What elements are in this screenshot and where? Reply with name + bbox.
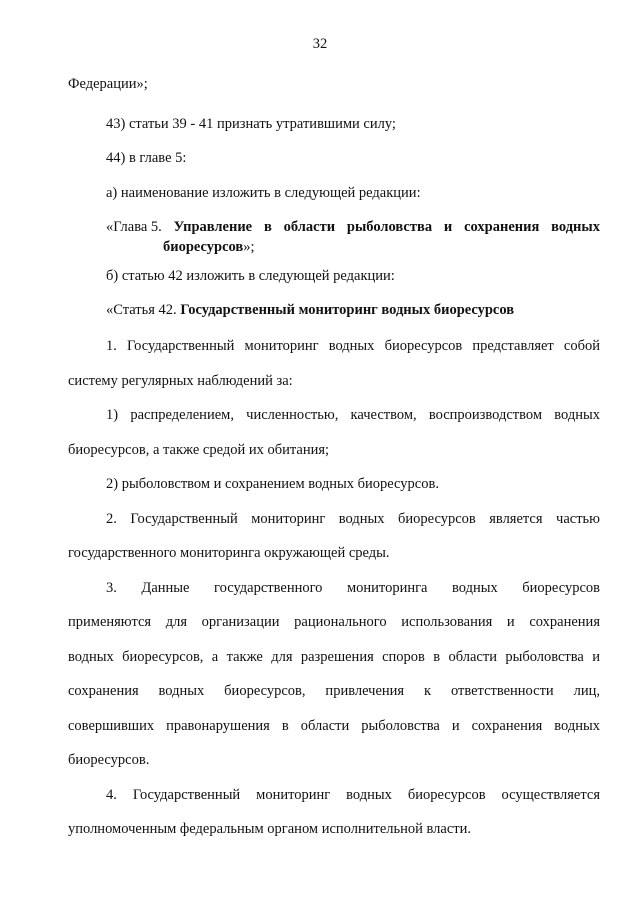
article-title: Государственный мониторинг водных биоресурсов bbox=[180, 302, 515, 318]
item-43: 43) статьи 39 - 41 признать утратившими силу; bbox=[106, 116, 396, 132]
paragraph-2-line-1: 1) распределением, численностью, качеством, воспроизводством водных bbox=[106, 407, 600, 423]
paragraph-4-line-2: государственного мониторинга окружающей среды. bbox=[68, 545, 390, 561]
chapter-word: сохранения bbox=[464, 219, 540, 235]
item-b: б) статью 42 изложить в следующей редакции: bbox=[106, 268, 395, 284]
paragraph-5-line-3: водных биоресурсов, а также для разрешения споров в области рыболовства и bbox=[68, 649, 600, 665]
article-prefix: «Статья 42. bbox=[106, 302, 177, 318]
paragraph-6-line-2: уполномоченным федеральным органом исполнительной власти. bbox=[68, 821, 471, 837]
chapter-word: в bbox=[263, 219, 272, 235]
paragraph-5-line-6: биоресурсов. bbox=[68, 752, 150, 768]
chapter-word: рыболовства bbox=[346, 219, 433, 235]
paragraph-4-line-1: 2. Государственный мониторинг водных биоресурсов является частью bbox=[106, 511, 600, 527]
paragraph-2-line-2: биоресурсов, а также средой их обитания; bbox=[68, 442, 330, 458]
chapter-word: биоресурсов bbox=[163, 239, 244, 255]
paragraph-3: 2) рыболовством и сохранением водных биоресурсов. bbox=[106, 476, 439, 492]
chapter-word: области bbox=[283, 219, 336, 235]
chapter-heading-row bbox=[106, 217, 600, 237]
paragraph-5-line-1: 3. Данные государственного мониторинга водных биоресурсов bbox=[106, 580, 600, 596]
chapter-word: и bbox=[443, 219, 453, 235]
item-a: а) наименование изложить в следующей редакции: bbox=[106, 185, 421, 201]
paragraph-5-line-2: применяются для организации рационального использования и сохранения bbox=[68, 614, 600, 630]
article-heading bbox=[106, 300, 514, 320]
chapter-word: водных bbox=[551, 219, 600, 235]
paragraph-6-line-1: 4. Государственный мониторинг водных биоресурсов осуществляется bbox=[106, 787, 600, 803]
text-line-federation: Федерации»; bbox=[68, 76, 148, 92]
chapter-tail: »; bbox=[243, 239, 255, 255]
chapter-word: Управление bbox=[173, 219, 253, 235]
chapter-heading-continuation bbox=[106, 237, 600, 257]
item-44: 44) в главе 5: bbox=[106, 150, 187, 166]
page-number: 32 bbox=[312, 36, 328, 52]
paragraph-1-line-2: систему регулярных наблюдений за: bbox=[68, 373, 293, 389]
paragraph-5-line-5: совершивших правонарушения в области рыболовства и сохранения водных bbox=[68, 718, 600, 734]
chapter-heading bbox=[106, 217, 600, 257]
chapter-prefix: «Глава 5. bbox=[106, 219, 162, 235]
paragraph-1-line-1: 1. Государственный мониторинг водных биоресурсов представляет собой bbox=[106, 338, 600, 354]
paragraph-5-line-4: сохранения водных биоресурсов, привлечения к ответственности лиц, bbox=[68, 683, 600, 699]
